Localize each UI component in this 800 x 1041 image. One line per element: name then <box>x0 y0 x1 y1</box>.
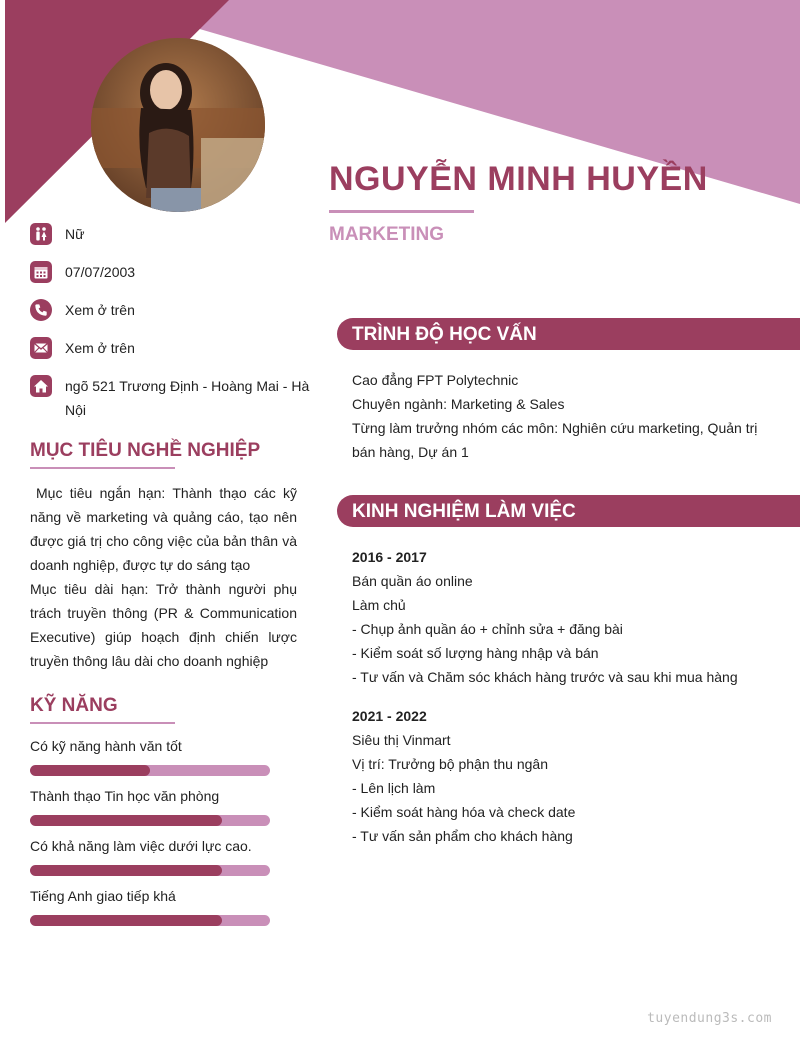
skill-item <box>30 786 270 836</box>
gender-icon <box>30 223 52 245</box>
skills-underline <box>30 722 175 724</box>
address-text: ngõ 521 Trương Định - Hoàng Mai - Hà Nội <box>65 378 310 418</box>
education-header: TRÌNH ĐỘ HỌC VẤN <box>337 318 800 350</box>
experience-task: - Tư vấn và Chăm sóc khách hàng trước và sau khi mua hàng <box>352 669 738 685</box>
gender-text: Nữ <box>65 226 85 242</box>
phone-icon <box>30 299 52 321</box>
experience-item <box>352 545 782 689</box>
experience-company: Siêu thị Vinmart <box>352 732 451 748</box>
contact-email <box>30 336 310 360</box>
calendar-icon <box>30 261 52 283</box>
skill-bar <box>30 815 270 826</box>
skill-bar-fill <box>30 815 222 826</box>
experience-company: Bán quần áo online <box>352 573 473 589</box>
birthday-text: 07/07/2003 <box>65 264 136 280</box>
skill-bar <box>30 765 270 776</box>
education-school: Cao đẳng FPT Polytechnic <box>352 372 519 388</box>
contact-info <box>30 222 310 436</box>
experience-task: - Kiểm soát hàng hóa và check date <box>352 804 576 820</box>
profile-photo <box>91 38 265 212</box>
objective-short-term: Mục tiêu ngắn hạn: Thành thạo các kỹ năng về marketing và quảng cáo, tạo nên được giá trị cho công việc của bản thân và doanh nghiệp, được tự do sáng tạo <box>30 485 297 573</box>
skills-list <box>30 736 270 936</box>
home-icon <box>30 375 52 397</box>
experience-section <box>352 545 782 863</box>
experience-header: KINH NGHIỆM LÀM VIỆC <box>337 495 800 527</box>
skills-title: KỸ NĂNG <box>30 695 118 716</box>
experience-task: - Tư vấn sản phẩm cho khách hàng <box>352 828 573 844</box>
skill-bar-fill <box>30 765 150 776</box>
contact-phone <box>30 298 310 322</box>
experience-years: 2021 - 2022 <box>352 708 427 724</box>
candidate-name: NGUYỄN MINH HUYỀN <box>329 160 708 198</box>
contact-birthday <box>30 260 310 284</box>
objective-long-term: Mục tiêu dài hạn: Trở thành người phụ trách truyền thông (PR & Communication Executive) giúp hoạch định chiến lược truyền thông lâu dài cho doanh nghiệp <box>30 581 297 669</box>
education-note: Từng làm trưởng nhóm các môn: Nghiên cứu marketing, Quản trị bán hàng, Dự án 1 <box>352 420 758 460</box>
education-major: Chuyên ngành: Marketing & Sales <box>352 396 565 412</box>
experience-role: Làm chủ <box>352 597 406 613</box>
skill-bar <box>30 915 270 926</box>
education-section <box>352 368 772 464</box>
experience-years: 2016 - 2017 <box>352 549 427 565</box>
skill-bar <box>30 865 270 876</box>
name-underline <box>329 210 474 213</box>
objective-title: MỤC TIÊU NGHỀ NGHIỆP <box>30 440 261 461</box>
skill-label: Có kỹ năng hành văn tốt <box>30 738 182 754</box>
skill-bar-fill <box>30 915 222 926</box>
contact-address <box>30 374 310 422</box>
email-text: Xem ở trên <box>65 340 135 356</box>
experience-task: - Lên lịch làm <box>352 780 436 796</box>
objective-underline <box>30 467 175 469</box>
skill-label: Thành thạo Tin học văn phòng <box>30 788 220 804</box>
email-icon <box>30 337 52 359</box>
experience-role: Vị trí: Trưởng bộ phận thu ngân <box>352 756 549 772</box>
job-title: MARKETING <box>329 224 445 245</box>
watermark: tuyendung3s.com <box>647 1011 772 1026</box>
skill-label: Có khả năng làm việc dưới lực cao. <box>30 838 252 854</box>
experience-task: - Kiểm soát số lượng hàng nhập và bán <box>352 645 599 661</box>
skill-label: Tiếng Anh giao tiếp khá <box>30 888 176 904</box>
experience-item <box>352 704 782 848</box>
skill-bar-fill <box>30 865 222 876</box>
skill-item <box>30 886 270 936</box>
objective-text <box>30 481 297 673</box>
phone-text: Xem ở trên <box>65 302 135 318</box>
contact-gender <box>30 222 310 246</box>
experience-task: - Chụp ảnh quần áo + chỉnh sửa + đăng bài <box>352 621 623 637</box>
skill-item <box>30 736 270 786</box>
skill-item <box>30 836 270 886</box>
